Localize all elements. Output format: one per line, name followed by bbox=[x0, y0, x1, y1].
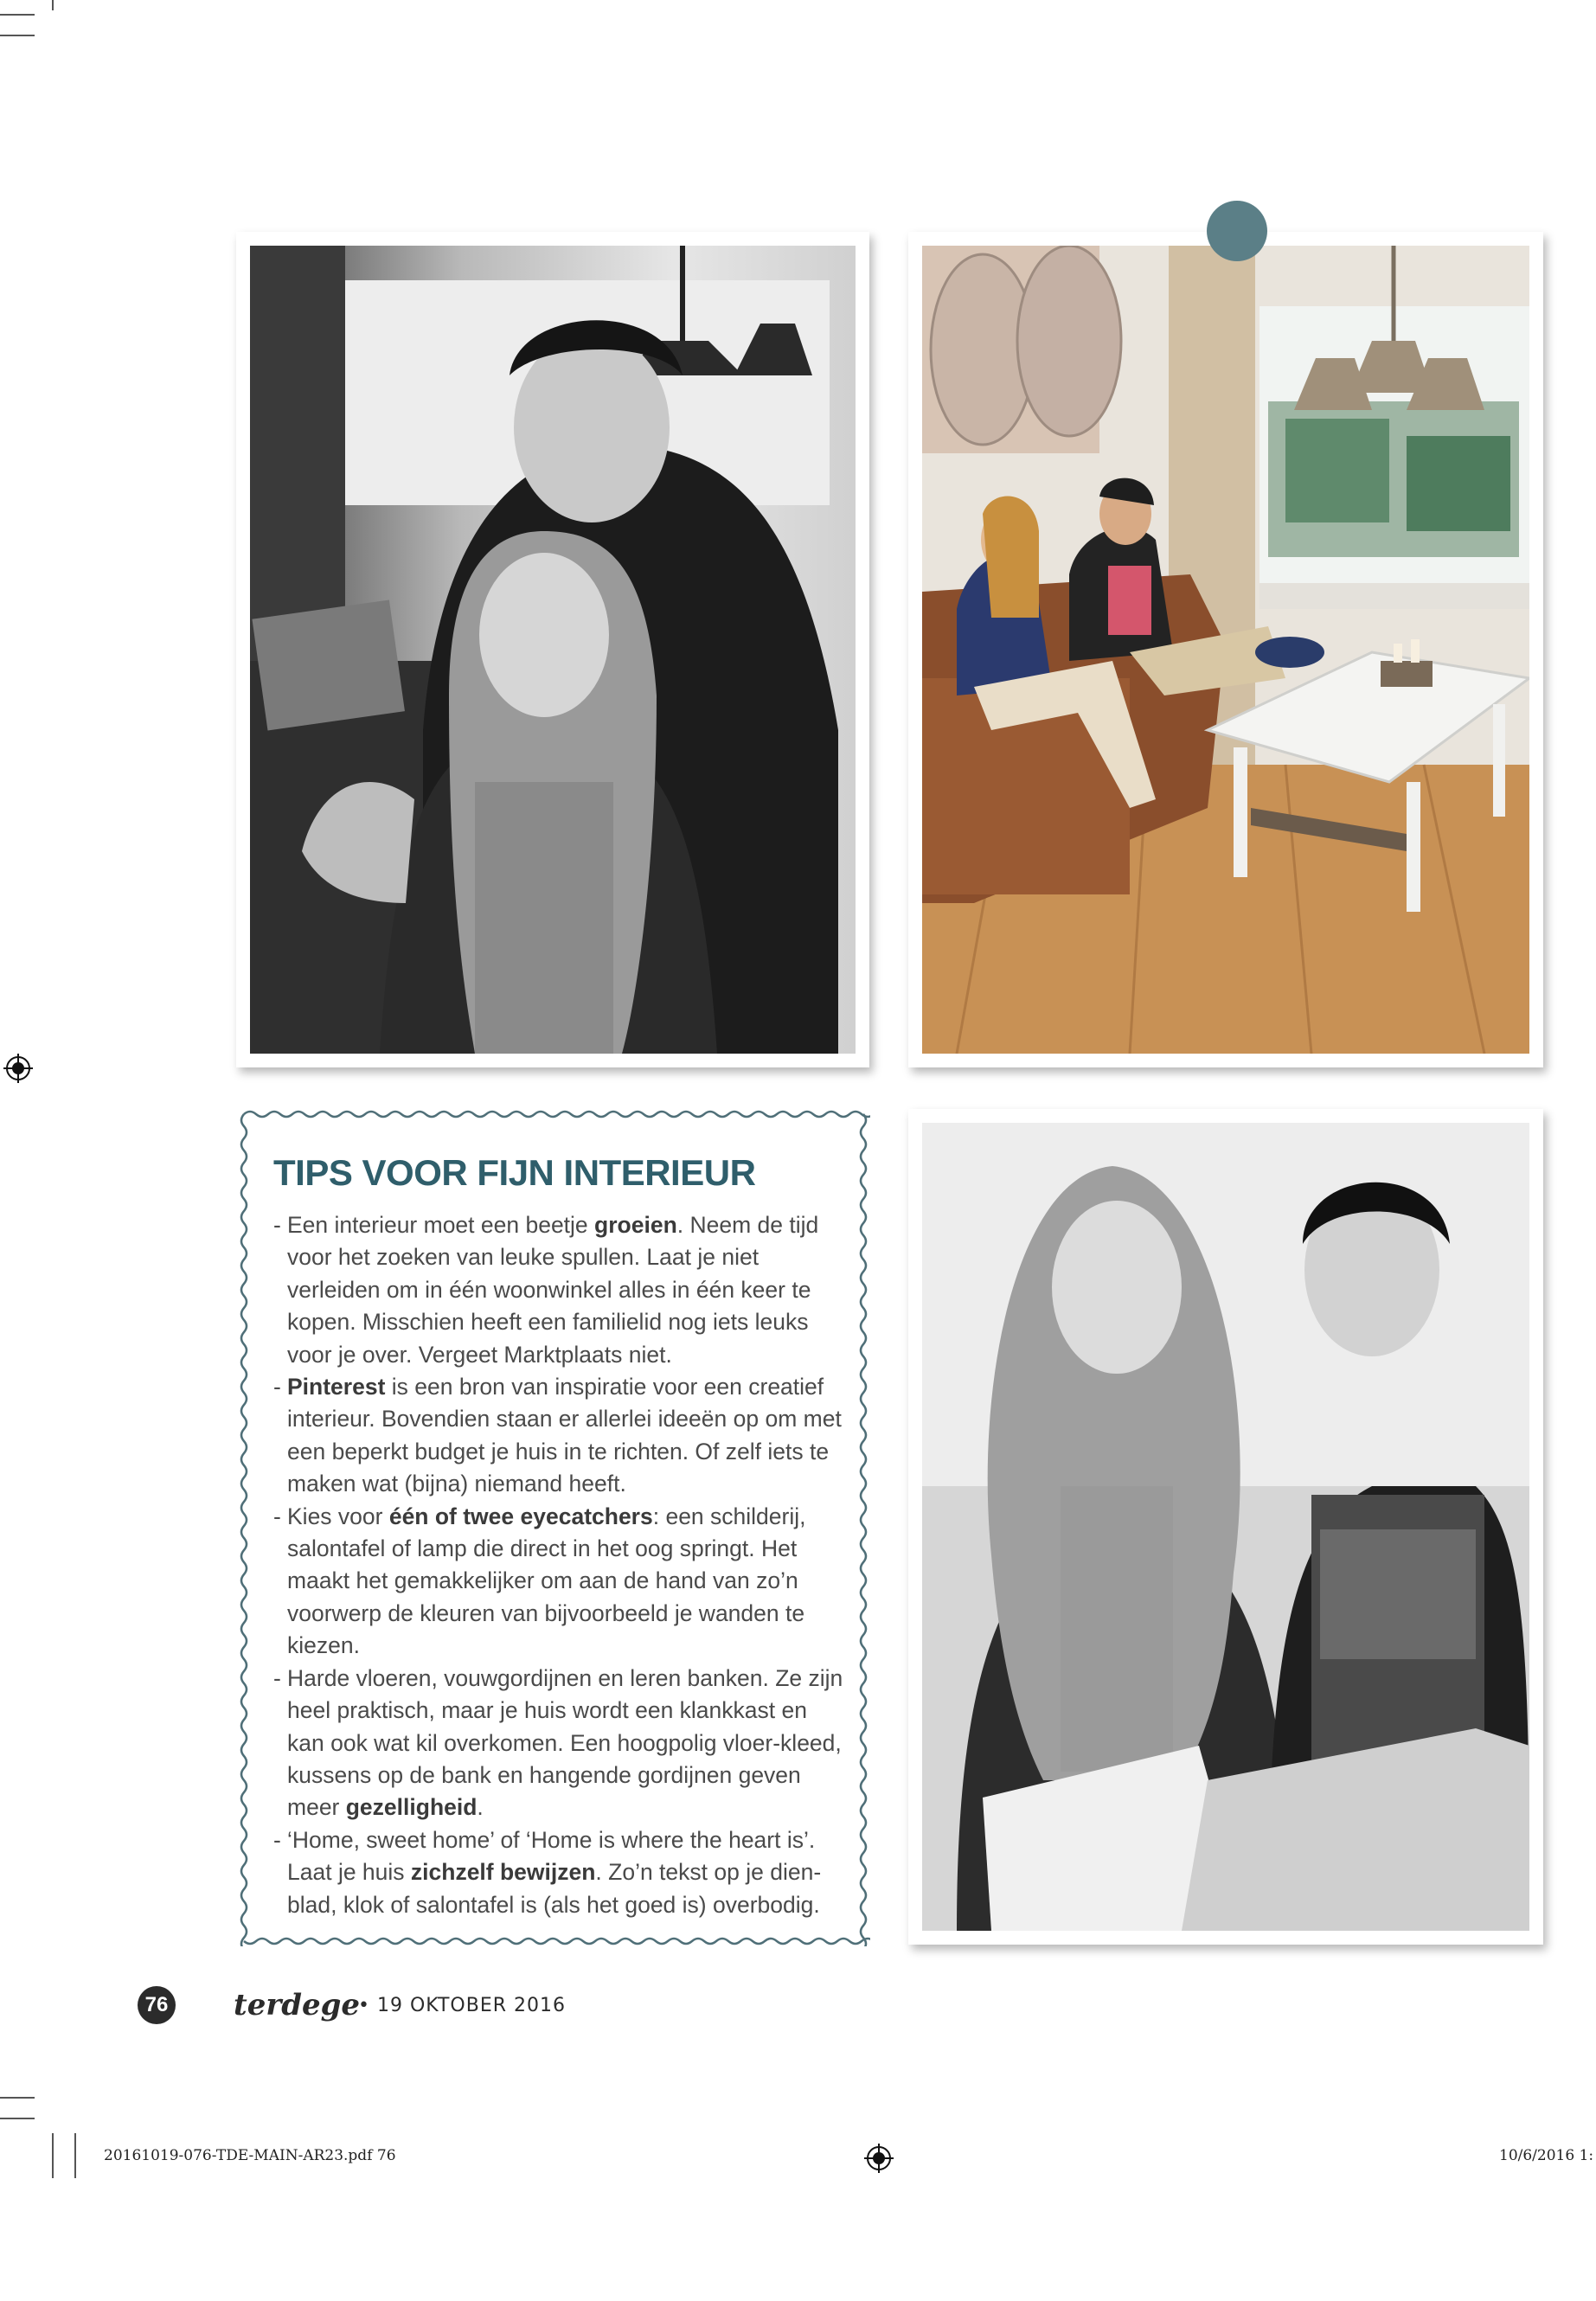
slug-timestamp: 10/6/2016 1: bbox=[1499, 2147, 1594, 2164]
tip-dash: - bbox=[273, 1664, 281, 1691]
tip-keyword: zichzelf bewijzen bbox=[410, 1859, 596, 1886]
tip-text: ‘Home, sweet home’ of ‘Home is where the heart is’. Laat je huis bbox=[287, 1826, 816, 1886]
magazine-logo: terdege bbox=[234, 1988, 361, 2022]
tip-text: . Zo’n tekst op je dien-blad, klok of salontafel is (als het goed is) overbodig. bbox=[287, 1859, 822, 1918]
slug-filename: 20161019-076-TDE-MAIN-AR23.pdf 76 bbox=[104, 2147, 396, 2164]
tip-text: Kies voor bbox=[287, 1503, 389, 1529]
registration-mark-icon bbox=[3, 1054, 33, 1083]
crop-mark bbox=[52, 0, 54, 10]
decorative-dot bbox=[1207, 201, 1267, 261]
tips-list bbox=[273, 1209, 844, 1921]
tip-item bbox=[273, 1371, 844, 1501]
photo-living-room bbox=[908, 232, 1543, 1067]
tip-keyword: groeien bbox=[594, 1212, 677, 1238]
issue-date: • 19 OKTOBER 2016 bbox=[358, 1995, 567, 2016]
tip-text: . Neem de tijd voor het zoeken van leuke spullen. Laat je niet verleiden om in één woonwinkel alles in één keer te kopen. Misschien heeft een familielid nog iets leuks voor je over. Vergeet Marktplaats niet. bbox=[287, 1212, 819, 1368]
registration-mark-icon bbox=[864, 2144, 894, 2173]
photo-couple-portrait-bw bbox=[236, 232, 869, 1067]
crop-mark bbox=[74, 2133, 76, 2178]
tip-text: Harde vloeren, vouwgordijnen en leren banken. Ze zijn heel praktisch, maar je huis wordt een klankkast en kan ook wat kil overkomen. Een hoogpolig vloer-kleed, kussens op de bank en hangende gordijnen geven meer bbox=[287, 1664, 843, 1821]
tip-item bbox=[273, 1663, 844, 1824]
tip-dash: - bbox=[273, 1503, 281, 1529]
crop-mark bbox=[0, 35, 35, 36]
tip-text: . bbox=[477, 1794, 484, 1821]
tips-title: TIPS VOOR FIJN INTERIEUR bbox=[273, 1152, 756, 1193]
tip-item bbox=[273, 1501, 844, 1663]
tip-dash: - bbox=[273, 1212, 281, 1238]
crop-mark bbox=[0, 14, 35, 16]
couple-portrait-image bbox=[250, 246, 856, 1054]
tip-text: Een interieur moet een beetje bbox=[287, 1212, 595, 1238]
crop-mark bbox=[52, 2133, 54, 2178]
tip-keyword: één of twee eyecatchers bbox=[388, 1503, 653, 1529]
tips-box bbox=[239, 1109, 870, 1946]
tip-item bbox=[273, 1824, 844, 1921]
living-room-image bbox=[922, 246, 1529, 1054]
couple-seated-image bbox=[922, 1123, 1529, 1931]
tip-keyword: Pinterest bbox=[287, 1374, 386, 1400]
crop-mark bbox=[0, 2097, 35, 2099]
tip-keyword: gezelligheid bbox=[345, 1794, 478, 1821]
tip-dash: - bbox=[273, 1374, 281, 1400]
page-number: 76 bbox=[138, 1986, 176, 2024]
tip-text: is een bron van inspiratie voor een creatief interieur. Bovendien staan er allerlei ideeën op om met een beperkt budget je huis in te richten. Of zelf iets te maken wat (bijna) niemand heeft. bbox=[287, 1374, 842, 1497]
photo-couple-seated-bw bbox=[908, 1109, 1543, 1945]
tip-item bbox=[273, 1209, 844, 1371]
tip-text: : een schilderij, salontafel of lamp die direct in het oog springt. Het maakt het gemakkelijker om aan de hand van zo’n voorwerp de kleuren van bijvoorbeeld je wanden te kiezen. bbox=[287, 1503, 806, 1659]
crop-mark bbox=[0, 2118, 35, 2119]
tip-dash: - bbox=[273, 1826, 281, 1853]
